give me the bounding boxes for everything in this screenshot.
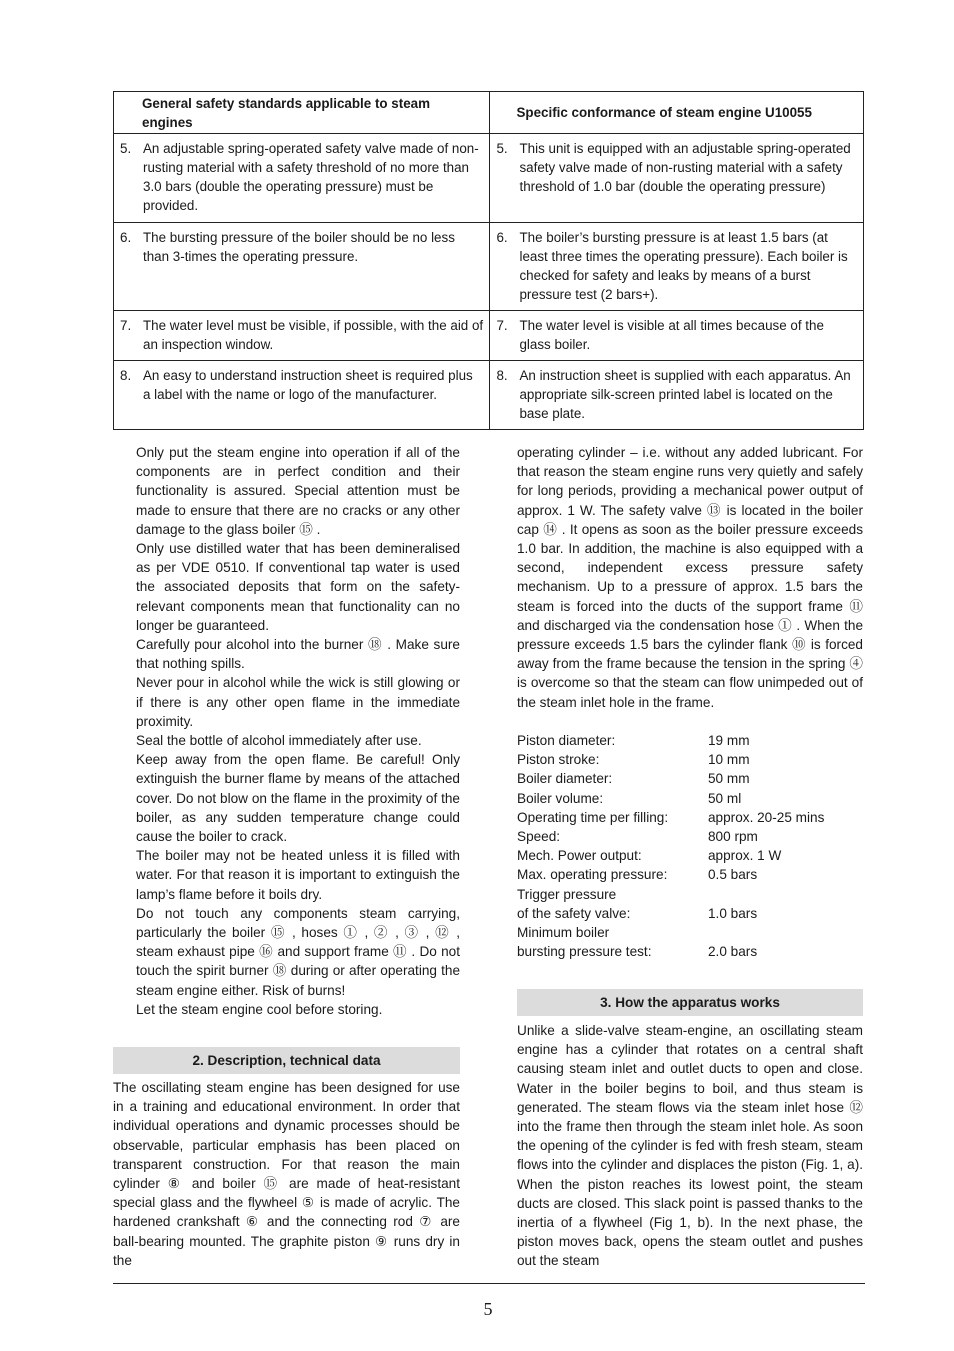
spec-row	[517, 904, 824, 923]
general-cell	[114, 361, 490, 430]
spec-label: Boiler volume:	[517, 790, 604, 806]
section-2-body: The oscillating steam engine has been designed for use in a training and educational environment. In order that individual operations and dynamic processes should be observable, particular emphasis has been placed on transparent construction. For that reason the main cylinder ⑧ and boiler ⑮ are made of heat-resistant special glass and the flywheel ⑤ is made of acrylic. The hardened crankshaft ⑥ and the connecting rod ⑦ are ball-bearing mounted. The graphite piston ⑨ runs dry in the	[113, 1080, 460, 1268]
table-row	[114, 361, 864, 430]
general-text: The bursting pressure of the boiler should be no less than 3-times the operating pressure.	[143, 230, 455, 264]
item-number: 6.	[496, 230, 508, 245]
safety-paragraph: Only use distilled water that has been demineralised as per VDE 0510. If conventional tap water is used the associated deposits that form on the safety-relevant components mean that functionality can no longer be guaranteed.	[136, 541, 460, 633]
spec-row	[517, 865, 824, 884]
section-3-heading: 3. How the apparatus works	[517, 989, 863, 1016]
technical-data-table	[517, 731, 824, 961]
safety-paragraph: Seal the bottle of alcohol immediately after use.	[136, 733, 422, 749]
item-number: 7.	[120, 318, 132, 333]
spec-value: 0.5 bars	[708, 867, 758, 883]
section-2-heading: 2. Description, technical data	[113, 1047, 460, 1074]
specific-cell	[490, 311, 864, 361]
table-row	[114, 134, 864, 223]
safety-standards-table	[113, 91, 864, 430]
spec-label: Speed:	[517, 829, 561, 845]
spec-label: Operating time per filling:	[517, 809, 669, 825]
header-specific-conformance: Specific conformance of steam engine U10055	[490, 92, 864, 134]
spec-value	[708, 885, 824, 904]
table-row	[114, 311, 864, 361]
spec-label: Minimum boiler	[517, 925, 610, 941]
safety-instructions	[136, 443, 460, 1019]
section-3-body: Unlike a slide-valve steam-engine, an oscillating steam engine has a cylinder that rotates on a central shaft causing steam inlet and outlet ducts to open and close. Water in the boiler begins to boil, and thus steam is generated. The steam flows via the steam inlet hose ⑫ into the frame then through the steam inlet hole. As soon the opening of the cylinder is fed with fresh steam, steam flows into the cylinder and displaces the piston (Fig. 1, a). When the piston reaches its lowest point, the steam ducts are closed. This slack point is passed thanks to the inertia of a flywheel (Fig 1, b). In the next phase, the piston moves back, opens the steam outlet and pushes out the steam	[517, 1023, 863, 1269]
safety-paragraph: Only put the steam engine into operation if all of the components are in perfect condition and their functionality is assured. Special attention must be made to ensure that there are no cracks or any other damage to the glass boiler ⑮ .	[136, 445, 460, 537]
specific-cell	[490, 223, 864, 311]
item-number: 7.	[496, 318, 508, 333]
item-number: 6.	[120, 230, 132, 245]
spec-row	[517, 808, 824, 827]
spec-row	[517, 846, 824, 865]
spec-value	[708, 923, 824, 942]
header-general-standards: General safety standards applicable to steam engines	[114, 92, 490, 134]
safety-paragraph: Let the steam engine cool before storing.	[136, 1001, 383, 1017]
specific-text: This unit is equipped with an adjustable spring-operated safety valve made of non-rusting material with a safety threshold of 1.0 bar (double the operating pressure)	[519, 141, 851, 194]
table-header-row	[114, 92, 864, 134]
spec-label: Boiler diameter:	[517, 771, 613, 787]
general-cell	[114, 134, 490, 223]
spec-value: 50 mm	[708, 771, 750, 787]
spec-label: bursting pressure test:	[517, 944, 652, 960]
spec-row	[517, 789, 824, 808]
specific-cell	[490, 361, 864, 430]
spec-label: of the safety valve:	[517, 905, 631, 921]
section-2-continuation: operating cylinder – i.e. without any added lubricant. For that reason the steam engine runs very quietly and safely for long periods, providing a mechanical power output of approx. 1 W. The safety valve ⑬ is located in the boiler cap ⑭ . It opens as soon as the boiler pressure exceeds 1.0 bar. In addition, the machine is also equipped with a second, independent excess pressure safety mechanism. Up to a pressure of approx. 1.5 bars the steam is forced into the ducts of the support frame ⑪ and discharged via the condensation hose ① . When the pressure exceeds 1.5 bars the cylinder flank ⑩ is forced away from the frame because the tension in the spring ④ is overcome so that the steam can flow unimpeded out of the steam inlet hole in the frame.	[517, 445, 863, 710]
spec-label: Piston diameter:	[517, 733, 616, 748]
spec-value: 10 mm	[708, 752, 750, 768]
general-text: An adjustable spring-operated safety valve made of non-rusting material with a safety threshold of no more than 3.0 bars (double the operating pressure) must be provided.	[143, 141, 479, 213]
footer-divider	[113, 1283, 865, 1284]
item-number: 8.	[120, 368, 132, 383]
spec-value: approx. 20-25 mins	[708, 809, 825, 825]
spec-value: 1.0 bars	[708, 905, 758, 921]
general-text: An easy to understand instruction sheet is required plus a label with the name or logo of the manufacturer.	[143, 368, 473, 402]
safety-paragraph: Do not touch any components steam carrying, particularly the boiler ⑮ , hoses ① , ② , ③ , ⑫ , steam exhaust pipe ⑯ and support frame ⑪ . Do not touch the spirit burner ⑱ during or after operating the steam engine either. Risk of burns!	[136, 905, 460, 998]
general-text: The water level must be visible, if possible, with the aid of an inspection window.	[143, 318, 484, 352]
spec-value: 50 ml	[708, 790, 742, 806]
spec-label: Piston stroke:	[517, 752, 600, 768]
table-row	[114, 223, 864, 311]
specific-text: An instruction sheet is supplied with each apparatus. An appropriate silk-screen printed label is located on the base plate.	[519, 368, 851, 421]
spec-label: Max. operating pressure:	[517, 867, 668, 883]
safety-paragraph: Never pour in alcohol while the wick is still glowing or if there is any other open flame in the immediate proximity.	[136, 675, 460, 729]
item-number: 8.	[496, 368, 508, 383]
spec-value: 19 mm	[708, 733, 750, 748]
spec-row	[517, 885, 824, 904]
spec-row	[517, 750, 824, 769]
safety-paragraph: Keep away from the open flame. Be careful! Only extinguish the burner flame by means of the attached cover. Do not blow on the flame in the proximity of the boiler, as any sudden temperature change could cause the boiler to crack.	[136, 752, 460, 845]
spec-row	[517, 827, 824, 846]
safety-paragraph: The boiler may not be heated unless it is filled with water. For that reason it is important to extinguish the lamp’s flame before it boils dry.	[136, 848, 460, 902]
general-cell	[114, 223, 490, 311]
spec-label: Mech. Power output:	[517, 848, 642, 864]
item-number: 5.	[120, 141, 132, 156]
safety-paragraph: Carefully pour alcohol into the burner ⑱ . Make sure that nothing spills.	[136, 637, 460, 672]
spec-row	[517, 923, 824, 942]
specific-text: The water level is visible at all times because of the glass boiler.	[519, 318, 824, 352]
spec-value: approx. 1 W	[708, 848, 782, 864]
page-number: 5	[483, 1299, 493, 1319]
specific-text: The boiler’s bursting pressure is at least 1.5 bars (at least three times the operating pressure). Each boiler is checked for safety and leaks by means of a burst pressure test (2 bars+).	[519, 230, 848, 302]
spec-row	[517, 769, 824, 788]
general-cell	[114, 311, 490, 361]
spec-value: 2.0 bars	[708, 944, 758, 960]
spec-label: Trigger pressure	[517, 886, 617, 902]
spec-row	[517, 942, 824, 961]
specific-cell	[490, 134, 864, 223]
spec-value: 800 rpm	[708, 829, 758, 845]
item-number: 5.	[496, 141, 508, 156]
spec-row	[517, 731, 824, 750]
